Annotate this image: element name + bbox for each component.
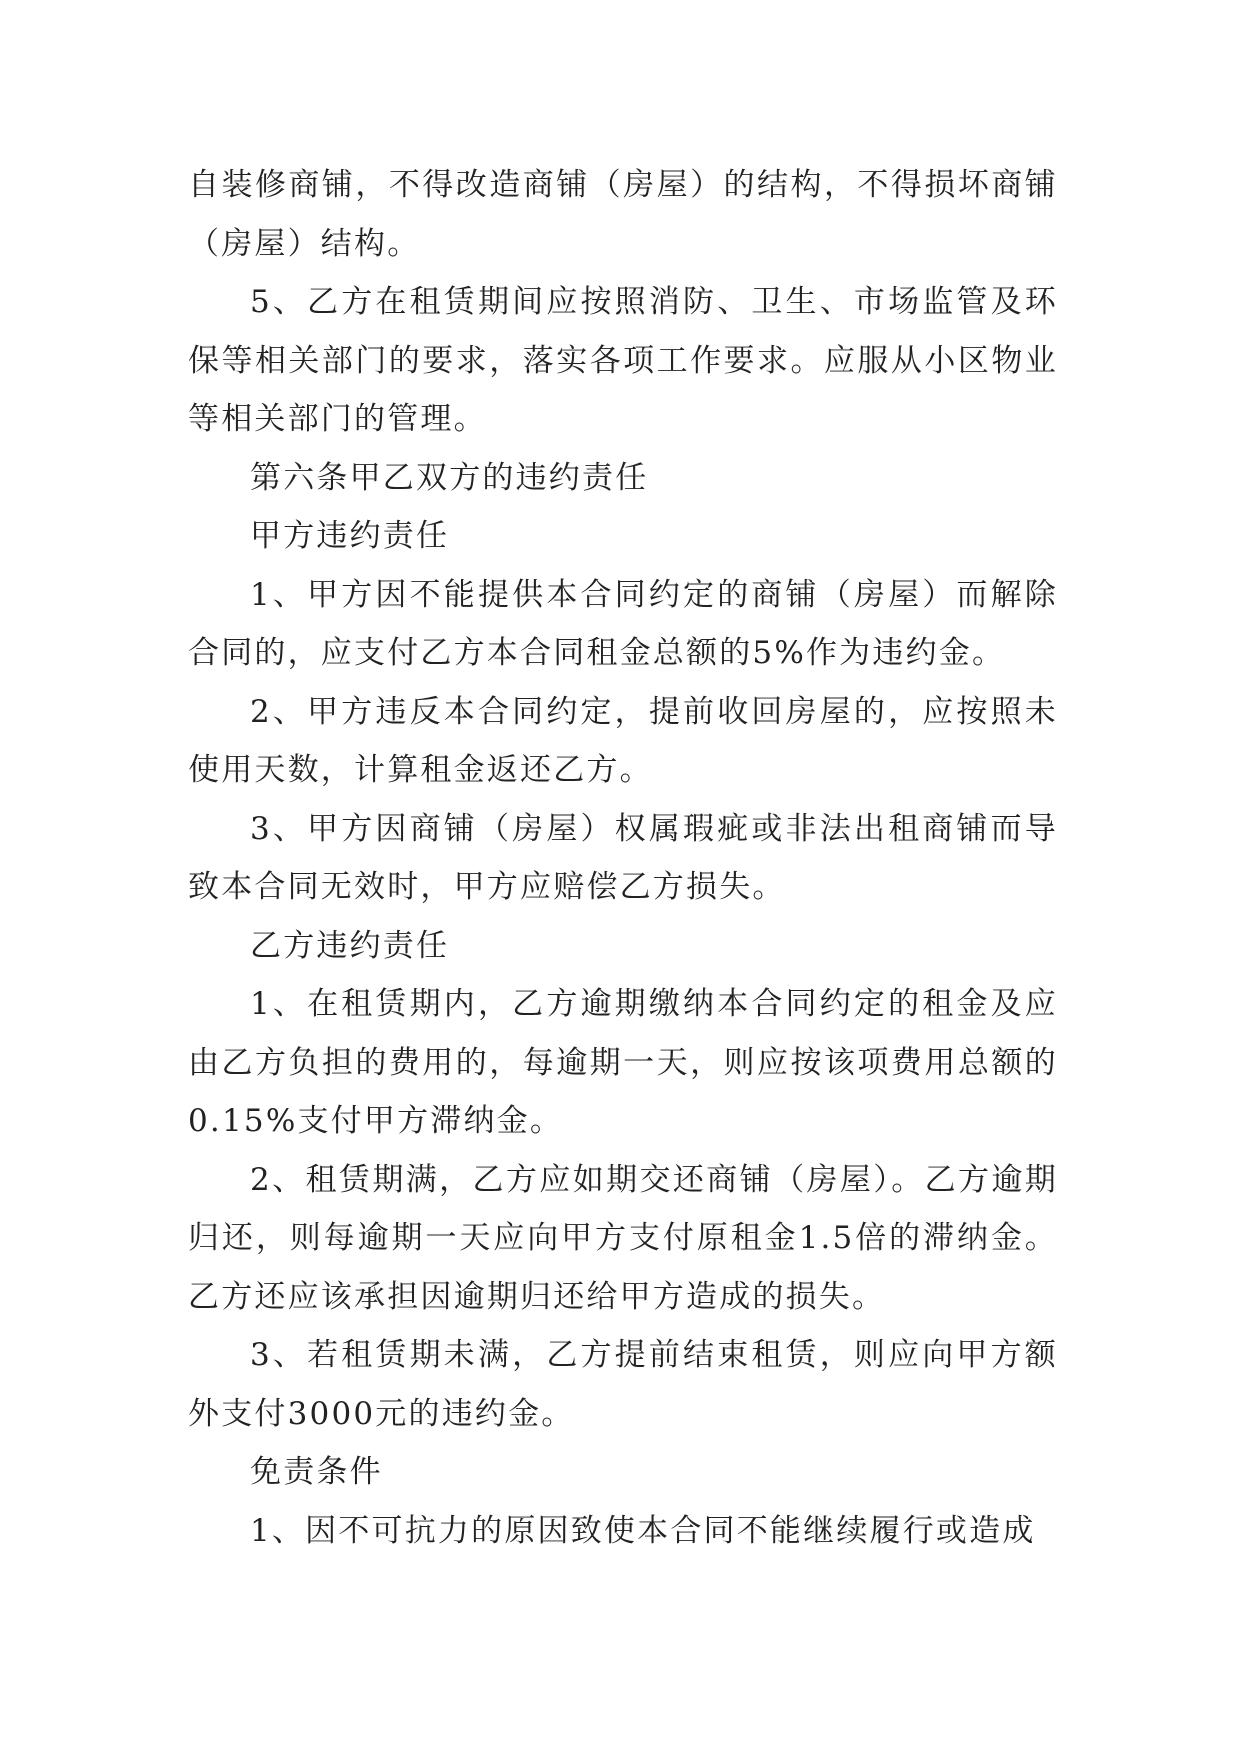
paragraph-clause-5: 5、乙方在租赁期间应按照消防、卫生、市场监管及环保等相关部门的要求，落实各项工作要求。应服从小区物业等相关部门的管理。: [188, 284, 1058, 437]
subheading-exemption: 免责条件: [250, 1454, 383, 1490]
subheading-party-b-liability: 乙方违约责任: [250, 927, 450, 964]
paragraph-continuation: 自装修商铺，不得改造商铺（房屋）的结构，不得损坏商铺（房屋）结构。: [188, 167, 1058, 262]
paragraph-party-a-1: 1、甲方因不能提供本合同约定的商铺（房屋）而解除合同的，应支付乙方本合同租金总额的5%作为违约金。: [188, 576, 1058, 671]
paragraph-party-b-3: 3、若租赁期未满，乙方提前结束租赁，则应向甲方额外支付3000元的违约金。: [188, 1337, 1058, 1432]
paragraph-party-a-2: 2、甲方违反本合同约定，提前收回房屋的，应按照未使用天数，计算租金返还乙方。: [188, 693, 1058, 788]
paragraph-exemption-1: 1、因不可抗力的原因致使本合同不能继续履行或造成: [250, 1512, 1036, 1549]
section-heading-article-6: 第六条甲乙双方的违约责任: [250, 459, 649, 496]
paragraph-party-a-3: 3、甲方因商铺（房屋）权属瑕疵或非法出租商铺而导致本合同无效时，甲方应赔偿乙方损失。: [188, 810, 1058, 905]
subheading-party-a-liability: 甲方违约责任: [250, 518, 450, 554]
document-body: [188, 156, 1058, 1560]
paragraph-party-b-2: 2、租赁期满，乙方应如期交还商铺（房屋）。乙方逾期归还，则每逾期一天应向甲方支付原租金1.5倍的滞纳金。乙方还应该承担因逾期归还给甲方造成的损失。: [188, 1161, 1058, 1315]
paragraph-party-b-1: 1、在租赁期内，乙方逾期缴纳本合同约定的租金及应由乙方负担的费用的，每逾期一天，则应按该项费用总额的0.15%支付甲方滞纳金。: [188, 986, 1058, 1139]
